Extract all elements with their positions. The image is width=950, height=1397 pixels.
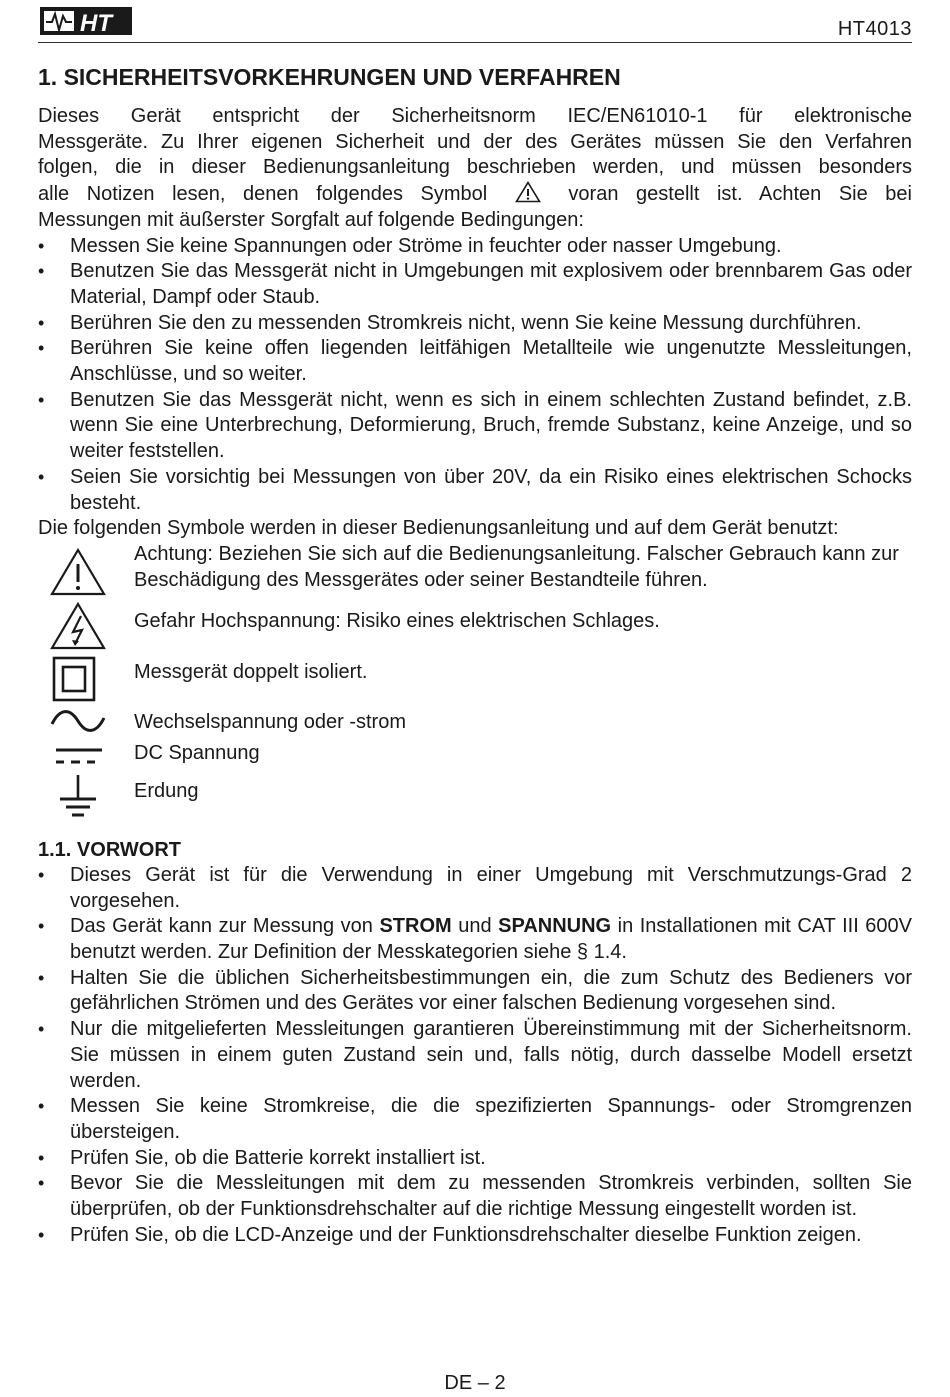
intro-pre-symbol: alle Notizen lesen, denen folgendes Symbol [38,183,488,206]
warning-triangle-icon [515,181,541,203]
logo-text: HT [80,10,112,36]
intro-line: Messungen mit äußerster Sorgfalt auf folgende Bedingungen: [38,208,584,231]
list-item: • Prüfen Sie, ob die LCD-Anzeige und der Funktionsdrehschalter dieselbe Funktion zeigen. [38,1223,912,1249]
list-item: • Benutzen Sie das Messgerät nicht, wenn es sich in einem schlechten Zustand befindet, z.B. wenn Sie eine Unterbrechung, Deformierung, Bruch, fremde Substanz, keine Anzeige, und so weiter feststellen. [38,388,912,465]
symbol-text: Erdung [134,779,199,802]
section-title: 1. SICHERHEITSVORKEHRUNGEN UND VERFAHREN [38,64,621,90]
strom-emphasis: STROM [379,915,452,938]
double-insulation-icon [50,656,98,702]
ht-logo [40,6,132,36]
symbol-text: Messgerät doppelt isoliert. [134,660,368,683]
ac-wave-icon [50,706,106,736]
symbol-text: Wechselspannung oder -strom [134,710,406,733]
foreword-list [38,863,912,1249]
list-item: • Seien Sie vorsichtig bei Messungen von über 20V, da ein Risiko eines elektrischen Schocks besteht. [38,465,912,516]
list-item: • Halten Sie die üblichen Sicherheitsbestimmungen ein, die zum Schutz des Bedieners vor gefährlichen Strömen und des Gerätes vor einer falschen Bedienung vorgesehen sind. [38,966,912,1017]
symbol-row [38,608,912,656]
list-item-text: und [451,915,499,938]
intro-line: Messgeräte. Zu Ihrer eigenen Sicherheit und der des Gerätes müssen Sie den Verfahren [38,130,912,153]
symbol-row [38,779,912,827]
intro-post-symbol: voran gestellt ist. Achten Sie bei [568,183,912,206]
spannung-emphasis: SPANNUNG [498,915,612,938]
list-item: • Messen Sie keine Stromkreise, die die spezifizierten Spannungs- oder Stromgrenzen übersteigen. [38,1094,912,1145]
list-item: • Messen Sie keine Spannungen oder Ströme in feuchter oder nasser Umgebung. [38,234,912,260]
list-item: • Bevor Sie die Messleitungen mit dem zu messenden Stromkreis verbinden, sollten Sie überprüfen, ob der Funktionsdrehschalter auf die richtige Messung eingestellt worden ist. [38,1171,912,1222]
intro-line: Dieses Gerät entspricht der Sicherheitsnorm IEC/EN61010-1 für elektronische [38,105,912,127]
intro-line: folgen, die in dieser Bedienungsanleitung beschrieben werden, und müssen besonders [38,156,912,179]
warning-triangle-icon [50,548,106,596]
list-item: • Prüfen Sie, ob die Batterie korrekt installiert ist. [38,1146,912,1172]
intro-line-with-symbol [38,181,912,208]
dc-voltage-icon [50,742,106,770]
safety-list [38,234,912,517]
ground-icon [50,773,106,821]
list-item: • Dieses Gerät ist für die Verwendung in einer Umgebung mit Verschmutzungs-Grad 2 vorgesehen. [38,863,912,914]
list-item: • Berühren Sie keine offen liegenden leitfähigen Metallteile wie ungenutzte Messleitungen, Anschlüsse, und so weiter. [38,336,912,387]
symbol-row [38,542,912,608]
symbol-text: Gefahr Hochspannung: Risiko eines elektrischen Schlages. [134,609,660,632]
subsection-title: 1.1. VORWORT [38,838,181,861]
list-item-text: in Installationen mit CAT III 600V benutzt werden. Zur Definition der Messkategorien siehe § 1.4. [70,915,913,964]
symbol-text: DC Spannung [134,741,260,764]
page-number: DE – 2 [444,1372,506,1394]
page-content [38,62,912,1249]
list-item [38,914,912,965]
symbol-row [38,708,912,740]
page-header [38,4,912,43]
list-item: • Nur die mitgelieferten Messleitungen garantieren Übereinstimmung mit der Sicherheitsnorm. Sie müssen in einem guten Zustand sein und, falls nötig, durch dasselbe Modell ersetzt werden. [38,1017,912,1094]
list-item: • Berühren Sie den zu messenden Stromkreis nicht, wenn Sie keine Messung durchführen. [38,311,912,337]
symbol-text: Achtung: Beziehen Sie sich auf die Bedienungsanleitung. Falscher Gebrauch kann zur Beschädigung des Messgerätes oder seiner Bestandteile führen. [134,542,899,591]
symbol-row [38,740,912,779]
model-name: HT4013 [837,18,912,40]
symbol-row [38,656,912,708]
symbols-intro: Die folgenden Symbole werden in dieser Bedienungsanleitung und auf dem Gerät benutzt: [38,517,839,540]
list-item-text: Das Gerät kann zur Messung von [70,915,380,938]
list-item: • Benutzen Sie das Messgerät nicht in Umgebungen mit explosivem oder brennbarem Gas oder Material, Dampf oder Staub. [38,259,912,310]
high-voltage-icon [50,602,106,650]
